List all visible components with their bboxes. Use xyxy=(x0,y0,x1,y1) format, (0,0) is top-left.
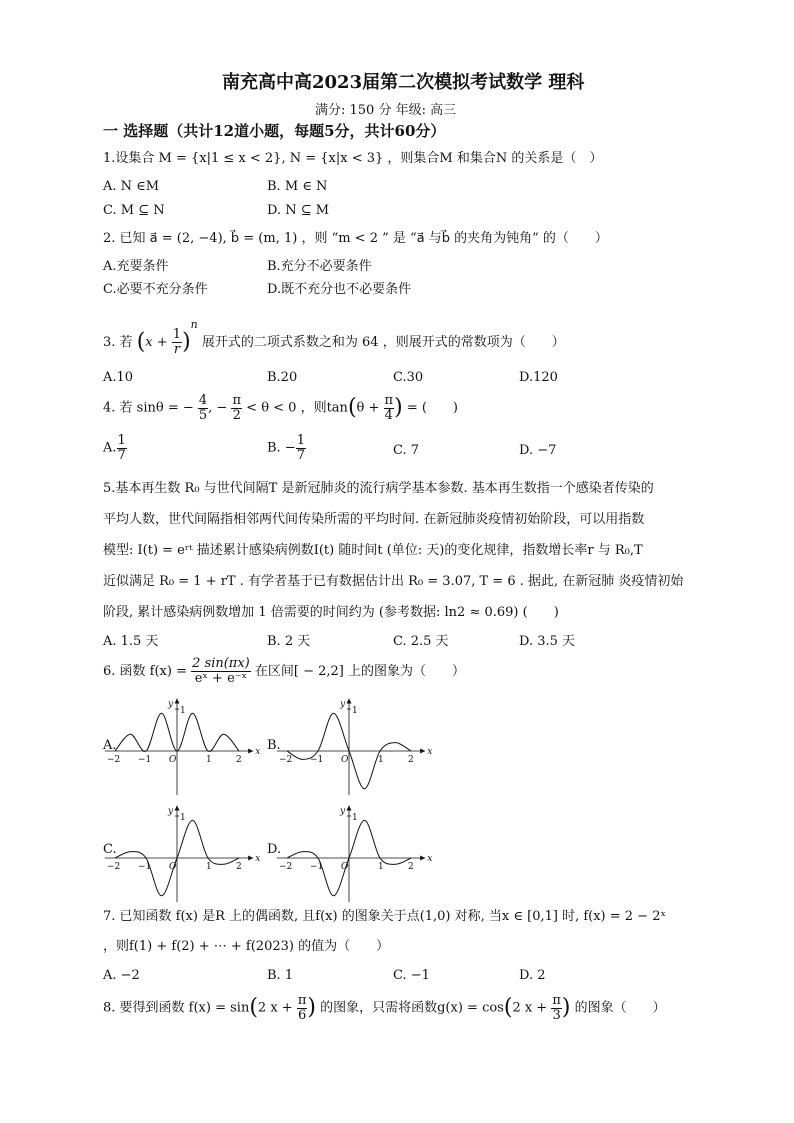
graph-a-tick-1: 1 xyxy=(206,755,212,765)
q4-option-a-num: 1 xyxy=(117,433,126,448)
q3-frac-num: 1 xyxy=(172,327,182,343)
q2-option-a: A.充要条件 xyxy=(103,259,169,274)
q4-frac-3-num: π xyxy=(384,392,394,408)
graph-c-tick-neg2: −2 xyxy=(107,862,121,872)
q5-option-c: C. 2.5 天 xyxy=(393,634,449,649)
graph-c-x-arrow xyxy=(248,856,253,861)
q1-option-b: B. M ∈ N xyxy=(267,179,328,194)
q3-paren-close: ) xyxy=(182,329,191,355)
q4-option-b-den: 7 xyxy=(296,447,305,463)
exam-info: 满分: 150 分 年级: 高三 xyxy=(315,103,457,118)
q8-paren-2-open: ( xyxy=(503,995,513,1020)
q6-option-c-label: C. xyxy=(103,842,117,857)
q1-option-a: A. N ∈M xyxy=(103,179,160,194)
q8-frac-2-num: π xyxy=(552,992,561,1008)
q8-paren-2-close: ) xyxy=(561,995,571,1020)
graph-c-origin-label: O xyxy=(169,862,177,872)
graph-d-y-arrow xyxy=(347,806,352,811)
q7-line-2: ，则f(1) + f(2) + ⋯ + f(2023) 的值为（ ） xyxy=(103,939,390,954)
graph-b-tick-neg1: −1 xyxy=(310,755,324,765)
q3-paren-open: ( xyxy=(136,329,146,355)
q4-option-a-den: 7 xyxy=(117,447,126,463)
q4-option-b-label: B. − xyxy=(267,440,296,456)
q5-option-a: A. 1.5 天 xyxy=(103,634,159,649)
q4-lead: 4. 若 sinθ = − xyxy=(103,400,194,416)
q5-line-3: 模型: I(t) = eʳᵗ 描述累计感染病例数I(t) 随时间t (单位: 天)的变化规律，指数增长率r 与 R₀,T xyxy=(103,543,643,558)
q5-option-b: B. 2 天 xyxy=(267,634,311,649)
graph-b-y-label: y xyxy=(340,699,346,710)
q4-frac-1-num: 4 xyxy=(198,392,208,408)
q8-lead: 8. 要得到函数 f(x) = sin xyxy=(103,1000,250,1016)
q3-option-d: D.120 xyxy=(519,370,558,385)
q8-frac-1-num: π xyxy=(297,992,307,1008)
graph-a-x-arrow xyxy=(248,749,253,754)
q8-frac-2 xyxy=(551,994,562,1022)
graph-d-y-label: y xyxy=(340,806,346,817)
graph-d-tick-neg2: −2 xyxy=(279,862,293,872)
graph-a-tick-y1: 1 xyxy=(180,706,186,716)
q7-option-b: B. 1 xyxy=(267,968,294,983)
q2-option-b: B.充分不必要条件 xyxy=(267,259,372,274)
q3-lead: 3. 若 xyxy=(103,335,133,350)
graph-b-x-arrow xyxy=(420,749,425,754)
q4-option-d: D. −7 xyxy=(519,443,557,458)
graph-d-tick-neg1: −1 xyxy=(310,862,324,872)
q4-paren-open: ( xyxy=(347,395,357,420)
graph-b-origin-label: O xyxy=(341,755,349,765)
q4-frac-2-den: 2 xyxy=(232,407,241,423)
section-heading: 一 选择题（共计12道小题，每题5分，共计60分） xyxy=(103,122,446,140)
q8-frac-1-den: 6 xyxy=(297,1007,307,1023)
graph-c-y-label: y xyxy=(168,806,174,817)
q7-option-a: A. −2 xyxy=(103,968,140,983)
q8-mid: 的图象，只需将函数g(x) = cos xyxy=(320,1000,504,1016)
q8-frac-1 xyxy=(297,994,308,1022)
q8-paren-1-open: ( xyxy=(249,995,258,1020)
graph-a-y-arrow xyxy=(175,699,180,704)
graph-d-tick-1: 1 xyxy=(378,862,384,872)
graph-b-x-label: x xyxy=(427,747,433,757)
q2-stem: 2. 已知 a⃗ = (2, −4), b⃗ = (m, 1) ，则 “m < 2 ” 是 “a⃗ 与b⃗ 的夹角为钝角” 的（ ） xyxy=(103,231,608,246)
graph-b-tick-2: 2 xyxy=(408,755,414,765)
q5-line-1: 5.基本再生数 R₀ 与世代间隔T 是新冠肺炎的流行病学基本参数. 基本再生数指一个感染者传染的 xyxy=(103,481,654,496)
graph-c-tick-y1: 1 xyxy=(180,813,186,823)
graph-b-tick-y1: 1 xyxy=(352,706,358,716)
graph-a-origin-label: O xyxy=(169,755,177,765)
q2-option-d: D.既不充分也不必要条件 xyxy=(267,282,412,297)
graph-a-x-label: x xyxy=(255,747,261,757)
q4-option-c: C. 7 xyxy=(393,443,420,458)
q1-option-d: D. N ⊆ M xyxy=(267,203,330,218)
q5-line-5: 阶段, 累计感染病例数增加 1 倍需要的时间约为 (参考数据: ln2 ≈ 0.69) ( ) xyxy=(103,605,559,620)
graph-c-y-arrow xyxy=(175,806,180,811)
q6-frac-den: eˣ + e⁻ˣ xyxy=(194,671,248,686)
graph-a-tick-neg1: −1 xyxy=(138,755,152,765)
q4-paren-close: ) xyxy=(394,395,403,420)
q5-option-d: D. 3.5 天 xyxy=(519,634,576,649)
graph-b-tick-neg2: −2 xyxy=(279,755,293,765)
q8-tail: 的图象（ ） xyxy=(574,1000,666,1016)
graph-c-tick-1: 1 xyxy=(206,862,212,872)
q4-frac-2-num: π xyxy=(232,392,242,408)
q5-line-4: 近似满足 R₀ = 1 + rT . 有学者基于已有数据估计出 R₀ = 3.07, T = 6 . 据此, 在新冠肺 炎疫情初始 xyxy=(103,574,684,589)
graph-a-tick-neg2: −2 xyxy=(107,755,121,765)
q6-tail: 在区间[ − 2,2] 上的图象为（ ） xyxy=(254,664,465,679)
q1-option-c: C. M ⊆ N xyxy=(103,203,165,218)
q5-line-2: 平均人数，世代间隔指相邻两代间传染所需的平均时间. 在新冠肺炎疫情初始阶段，可以用指数 xyxy=(103,512,645,527)
q8-stem xyxy=(103,992,666,1025)
q3-option-c: C.30 xyxy=(393,370,424,385)
q6-lead: 6. 函数 f(x) = xyxy=(103,664,187,679)
q4-inner: θ + xyxy=(356,400,380,416)
q7-line-1: 7. 已知函数 f(x) 是R 上的偶函数, 且f(x) 的图象关于点(1,0) 对称, 当x ∈ [0,1] 时, f(x) = 2 − 2ˣ xyxy=(103,909,666,924)
q8-inner-2: 2 x + xyxy=(512,1000,548,1016)
graph-d-x-arrow xyxy=(420,856,425,861)
q4-mid: , − xyxy=(208,400,228,416)
q4-option-a-label: A. xyxy=(103,440,117,456)
graph-d-origin-label: O xyxy=(341,862,349,872)
q4-frac-3-den: 4 xyxy=(384,407,393,423)
q6-option-d-label: D. xyxy=(267,842,282,857)
graph-a-y-label: y xyxy=(168,699,174,710)
q6-option-a-label: A. xyxy=(103,738,117,753)
q8-paren-1-close: ) xyxy=(307,995,316,1020)
q4-mid2: < θ < 0 ，则tan xyxy=(246,400,348,416)
q3-option-b: B.20 xyxy=(267,370,298,385)
q1-stem: 1.设集合 M = {x|1 ≤ x < 2}, N = {x|x < 3} ，则集合M 和集合N 的关系是（ ） xyxy=(103,151,603,166)
graph-d-x-label: x xyxy=(427,854,433,864)
graph-d-tick-y1: 1 xyxy=(352,813,358,823)
q8-frac-2-den: 3 xyxy=(552,1007,561,1023)
q3-tail: 展开式的二项式系数之和为 64 ，则展开式的常数项为（ ） xyxy=(201,335,565,350)
q2-option-c: C.必要不充分条件 xyxy=(103,282,208,297)
graph-d-tick-2: 2 xyxy=(408,862,414,872)
q4-tail: = ( ) xyxy=(406,400,458,416)
graph-c-tick-2: 2 xyxy=(236,862,242,872)
q4-option-b-num: 1 xyxy=(296,433,305,448)
graph-c-x-label: x xyxy=(255,854,261,864)
q3-x: x + xyxy=(145,335,168,350)
q3-exponent: n xyxy=(190,318,198,331)
graph-a-tick-2: 2 xyxy=(236,755,242,765)
q4-frac-1-den: 5 xyxy=(198,407,208,423)
graph-b-tick-1: 1 xyxy=(378,755,384,765)
graph-b-y-arrow xyxy=(347,699,352,704)
q7-option-c: C. −1 xyxy=(393,968,430,983)
page-title: 南充高中高2023届第二次模拟考试数学 理科 xyxy=(222,72,585,93)
graph-c-tick-neg1: −1 xyxy=(138,862,152,872)
q7-option-d: D. 2 xyxy=(519,968,546,983)
q6-frac-num: 2 sin(πx) xyxy=(192,656,250,672)
q3-frac-den: r xyxy=(173,342,181,357)
q6-option-b-label: B. xyxy=(267,738,281,753)
q8-inner-1: 2 x + xyxy=(257,1000,293,1016)
q3-option-a: A.10 xyxy=(103,370,134,385)
